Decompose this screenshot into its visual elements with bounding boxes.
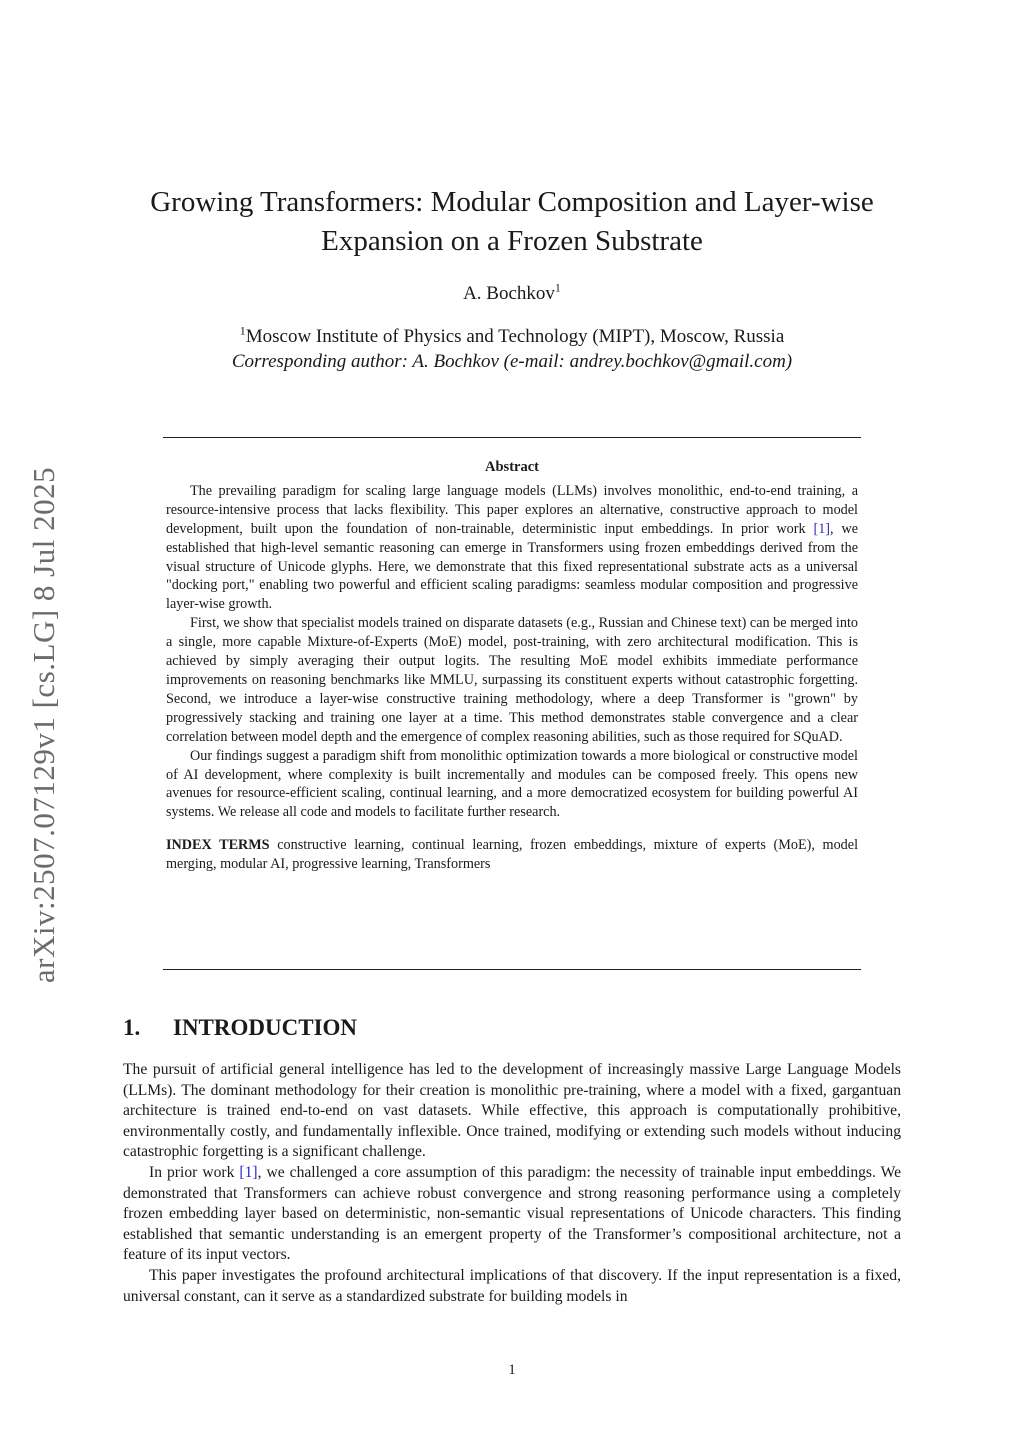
abstract-paragraph-3: Our findings suggest a paradigm shift from monolithic optimization towards a more biological or constructive model of AI development, where complexity is built incrementally and modules can be composed freely. This opens new avenues for resource-efficient scaling, continual learning, and a more democratized ecosystem for building powerful AI systems. We release all code and models to facilitate further research.	[166, 747, 858, 821]
citation-link[interactable]: [1]	[813, 520, 831, 537]
index-terms-text: constructive learning, continual learning, frozen embeddings, mixture of experts (MoE), model merging, modular AI, progressive learning, Transformers	[166, 837, 859, 873]
paper-title	[120, 183, 904, 261]
intro-paragraph-1: The pursuit of artificial general intelligence has led to the development of increasingly massive Large Language Models (LLMs). The dominant methodology for their creation is monolithic pre-training, where a model with a fixed, gargantuan architecture is trained end-to-end on vast datasets. While effective, this approach is computationally prohibitive, environmentally costly, and fundamentally inflexible. Once trained, modifying or extending such models without inducing catastrophic forgetting is a significant challenge.	[123, 1061, 901, 1161]
abstract-p1-end: , we established that high-level semantic reasoning can emerge in Transformers using frozen embeddings derived from the visual structure of Unicode glyphs. Here, we demonstrate that this fixed representational substrate acts as a universal "docking port," enabling two powerful and efficient scaling paradigms: seamless modular composition and progressive layer-wise growth.	[166, 520, 858, 613]
citation-link[interactable]: [1]	[239, 1163, 258, 1181]
author-name: A. Bochkov	[463, 283, 555, 304]
abstract-top-rule	[163, 437, 861, 438]
affiliation-line	[239, 323, 785, 347]
intro-paragraph-2	[123, 1163, 901, 1266]
introduction-body	[123, 1060, 901, 1307]
affiliation-superscript: 1	[239, 323, 246, 338]
section-heading	[123, 1015, 357, 1041]
section-number: 1.	[123, 1015, 141, 1040]
title-line-2: Expansion on a Frozen Substrate	[321, 225, 703, 257]
abstract-section	[166, 458, 858, 874]
abstract-paragraph-1	[166, 482, 858, 614]
affiliation-text: Moscow Institute of Physics and Technology (MIPT), Moscow, Russia	[245, 326, 785, 347]
abstract-heading: Abstract	[485, 459, 539, 475]
author-line	[120, 280, 904, 305]
title-line-1: Growing Transformers: Modular Composition and Layer-wise	[150, 186, 874, 218]
affiliation-block	[120, 324, 904, 374]
arxiv-identifier-stamp	[10, 440, 78, 1010]
author-superscript: 1	[554, 280, 561, 295]
intro-p2-start: In prior work	[149, 1163, 240, 1181]
abstract-p1-start: The prevailing paradigm for scaling large language models (LLMs) involves monolithic, end-to-end training, a resource-intensive process that lacks flexibility. This paper explores an alternative, constructive approach to model development, built upon the foundation of non-trainable, deterministic input embeddings. In prior work	[166, 482, 858, 537]
corresponding-author: Corresponding author: A. Bochkov (e-mail: andrey.bochkov@gmail.com)	[231, 351, 793, 372]
arxiv-identifier-text: arXiv:2507.07129v1 [cs.LG] 8 Jul 2025	[26, 466, 62, 984]
index-terms-label: INDEX TERMS	[166, 837, 270, 854]
abstract-bottom-rule	[163, 969, 861, 970]
section-title: INTRODUCTION	[173, 1015, 358, 1040]
intro-paragraph-3: This paper investigates the profound architectural implications of that discovery. If the input representation is a fixed, universal constant, can it serve as a standardized substrate for building models in	[123, 1266, 901, 1305]
abstract-paragraph-2: First, we show that specialist models trained on disparate datasets (e.g., Russian and Chinese text) can be merged into a single, more capable Mixture-of-Experts (MoE) model, post-training, with zero architectural modification. This is achieved by simply averaging their output logits. The resulting MoE model exhibits immediate performance improvements on reasoning benchmarks like MMLU, surpassing its constituent experts without catastrophic forgetting. Second, we introduce a layer-wise constructive training methodology, where a deep Transformer is "grown" by progressively stacking and training one layer at a time. This method demonstrates stable convergence and a clear correlation between model depth and the emergence of complex reasoning abilities, such as those required for SQuAD.	[166, 615, 858, 745]
index-terms	[166, 836, 858, 874]
intro-p2-end: , we challenged a core assumption of this paradigm: the necessity of trainable input embeddings. We demonstrated that Transformers can achieve robust convergence and strong reasoning performance using a completely frozen embedding layer based on deterministic, non-semantic visual representations of Unicode characters. This finding established that semantic understanding is an emergent property of the Transformer’s compositional architecture, not a feature of its input vectors.	[123, 1163, 901, 1264]
page-number: 1	[508, 1362, 516, 1378]
